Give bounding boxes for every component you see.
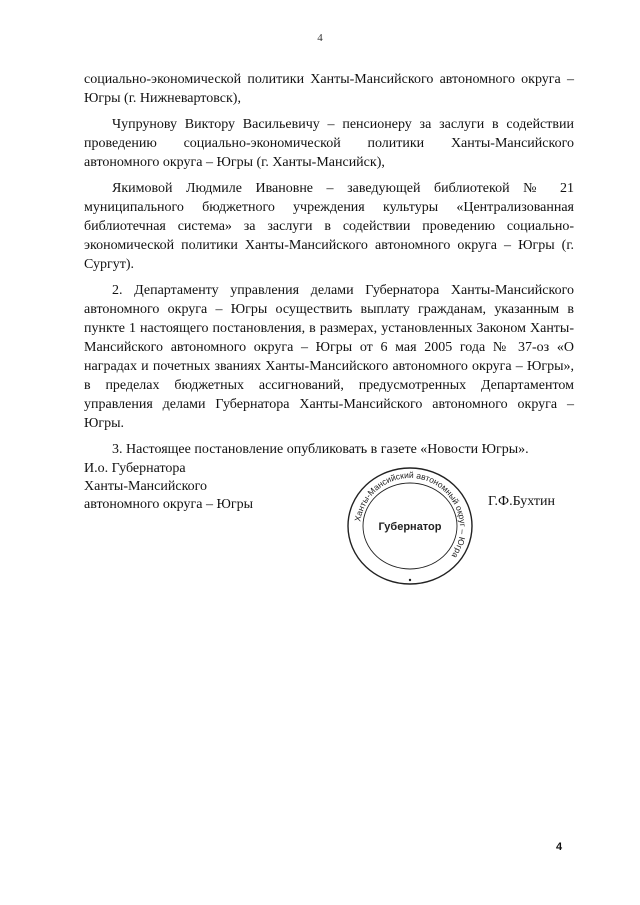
signatory-title bbox=[84, 460, 253, 514]
signatory-title-line: И.о. Губернатора bbox=[84, 461, 186, 476]
paragraph-item-3: 3. Настоящее постановление опубликовать в газете «Новости Югры». bbox=[112, 442, 529, 457]
official-seal-stamp bbox=[340, 460, 480, 590]
seal-ring-text: Ханты-Мансийский автономный округ – Югра bbox=[352, 469, 469, 561]
signatory-title-line: Ханты-Мансийского bbox=[84, 479, 208, 494]
page-number-bottom: 4 bbox=[556, 841, 563, 853]
seal-center-text: Губернатор bbox=[378, 521, 442, 533]
paragraph-item-2: 2. Департаменту управления делами Губернатора Ханты-Мансийского автономного округа – Югры осуществить выплату гражданам, указанным в пункте 1 настоящего постановления, в размерах, установленных Законом Ханты-Мансийского автономного округа – Югры от 6 мая 2005 года № 37-оз «О наградах и почетных званиях Ханты-Мансийского автономного округа – Югры», в пределах бюджетных ассигнований, предусмотренных Департаментом управления делами Губернатора Ханты-Мансийского автономного округа – Югры. bbox=[84, 283, 574, 431]
paragraph-continuation: социально-экономической политики Ханты-Мансийского автономного округа – Югры (г. Нижневартовск), bbox=[84, 72, 574, 106]
signatory-name: Г.Ф.Бухтин bbox=[488, 494, 556, 509]
paragraph-awardee-yakimova: Якимовой Людмиле Ивановне – заведующей библиотекой № 21 муниципального бюджетного учреждения культуры «Централизованная библиотечная система» за заслуги в содействии проведению социально-экономической политики Ханты-Мансийского автономного округа – Югры (г. Сургут). bbox=[84, 181, 574, 272]
page-number-top: 4 bbox=[317, 32, 323, 44]
document-body bbox=[84, 70, 574, 466]
seal-dot bbox=[409, 579, 411, 581]
paragraph-awardee-chuprunov: Чупрунову Виктору Васильевичу – пенсионеру за заслуги в содействии проведению социально-экономической политики Ханты-Мансийского автономного округа – Югры (г. Ханты-Мансийск), bbox=[84, 117, 574, 170]
signatory-title-line: автономного округа – Югры bbox=[84, 497, 253, 512]
